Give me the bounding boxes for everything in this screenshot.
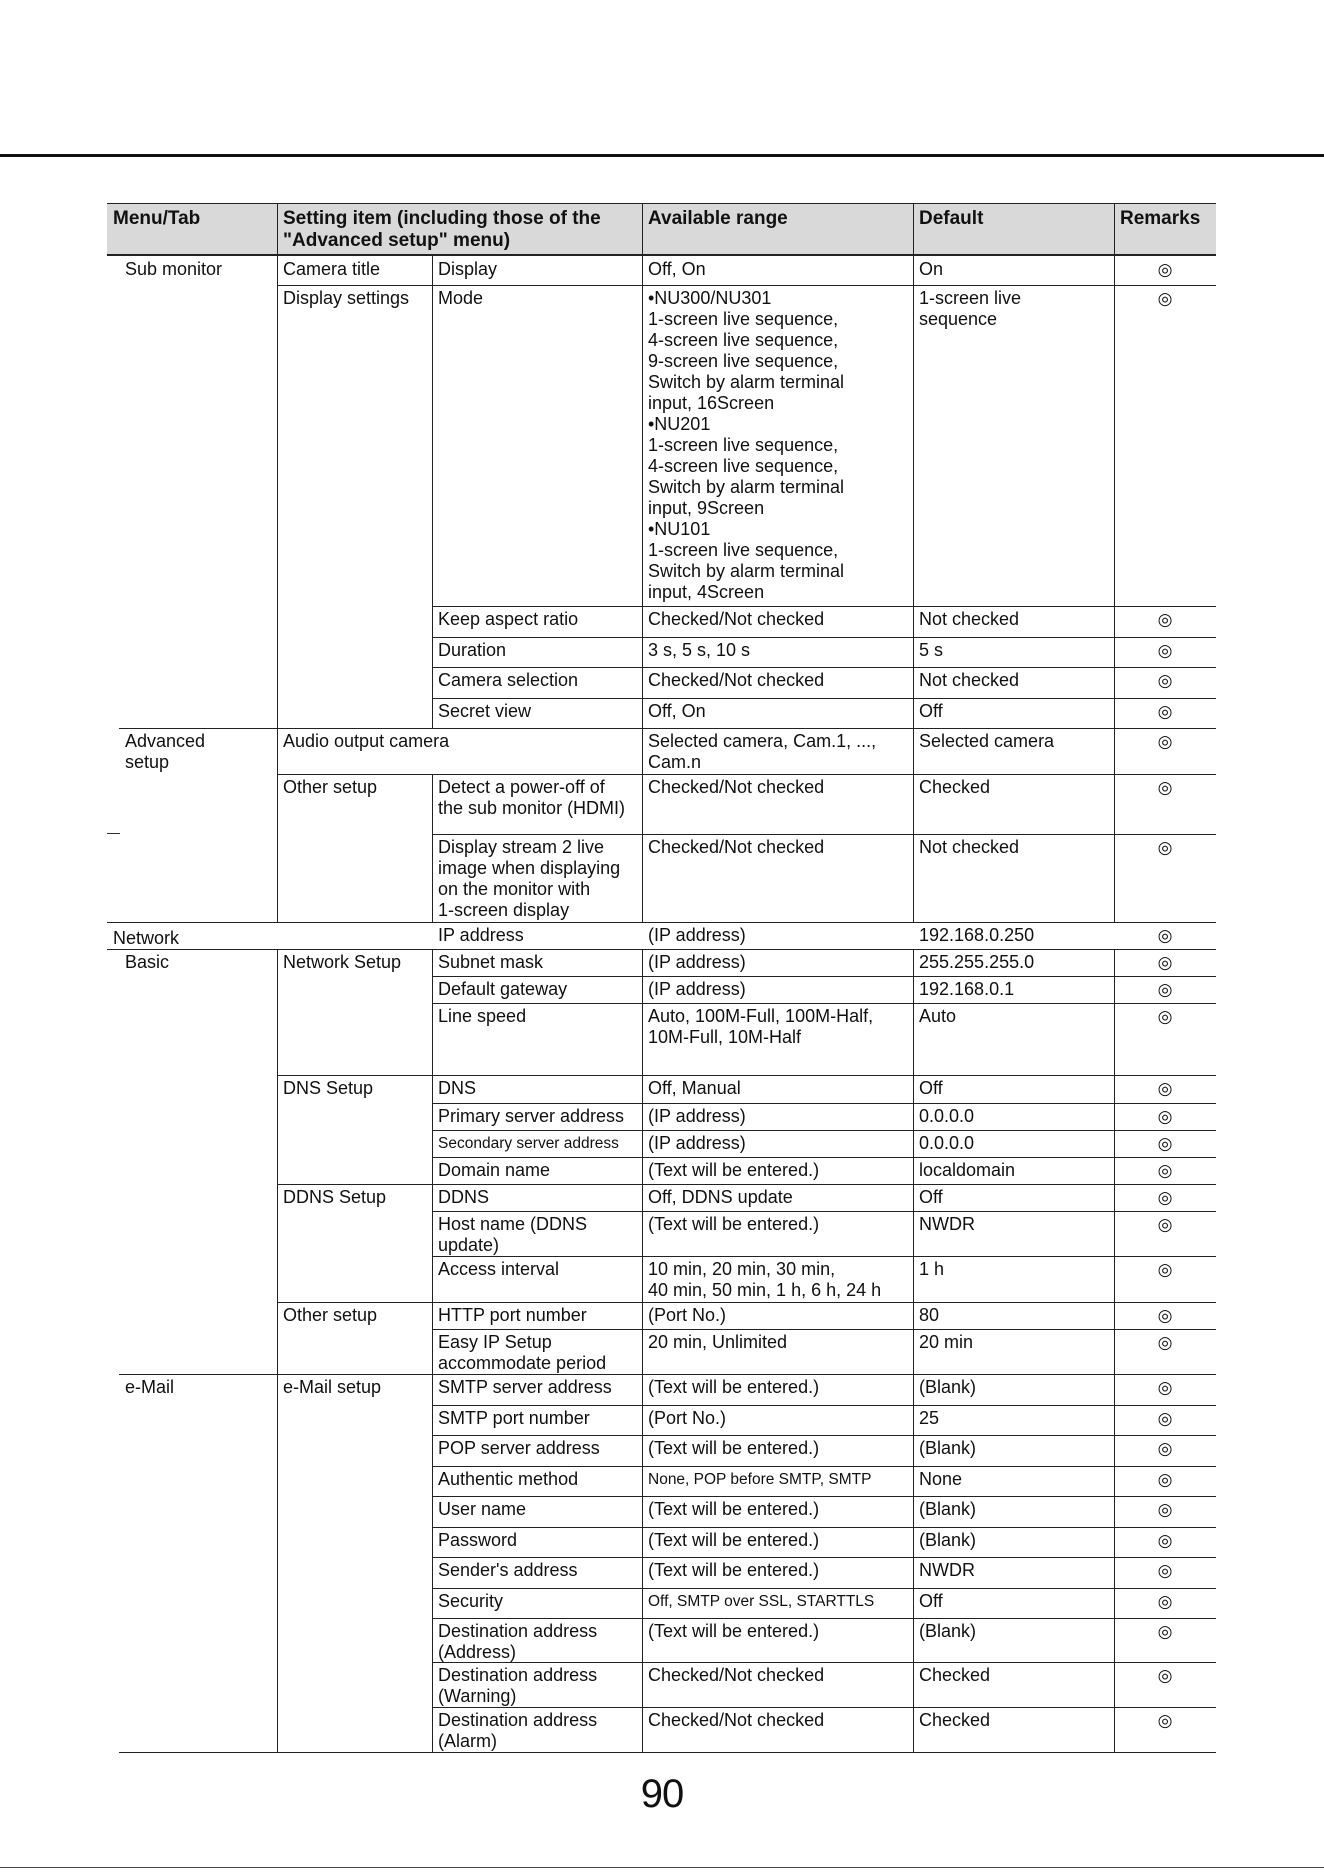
- remark-mark: ◎: [1157, 980, 1173, 999]
- available-range-cell: Checked/Not checked: [648, 609, 825, 629]
- setting-item-cell: Easy IP Setup accommodate period: [438, 1332, 607, 1373]
- table-rule: [107, 949, 1216, 950]
- available-range-cell: (Text will be entered.): [648, 1560, 820, 1580]
- available-range-cell: Off, SMTP over SSL, STARTTLS: [648, 1593, 875, 1610]
- available-range-cell: Auto, 100M-Full, 100M-Half, 10M-Full, 10M-Half: [648, 1006, 874, 1047]
- default-value-cell: 0.0.0.0: [919, 1133, 975, 1153]
- table-rule: [277, 1184, 432, 1185]
- setting-item-cell: DNS: [438, 1078, 477, 1098]
- group-basic: Basic: [125, 952, 170, 972]
- available-range-cell: (Text will be entered.): [648, 1377, 820, 1397]
- default-value-cell: 1-screen live sequence: [919, 288, 1022, 329]
- subgroup-camera-title: Camera title: [283, 259, 381, 279]
- setting-item-cell: User name: [438, 1499, 527, 1519]
- default-value-cell: Not checked: [919, 837, 1020, 857]
- subgroup-other-setup: Other setup: [283, 777, 378, 797]
- remark-mark: ◎: [1157, 1470, 1173, 1489]
- default-value-cell: None: [919, 1469, 963, 1489]
- available-range-cell: (IP address): [648, 1133, 746, 1153]
- remark-mark: ◎: [1157, 778, 1173, 797]
- setting-item-cell: IP address: [438, 925, 524, 945]
- default-value-cell: 0.0.0.0: [919, 1106, 975, 1126]
- setting-item-cell: SMTP port number: [438, 1408, 590, 1428]
- setting-item-cell: Mode: [438, 288, 484, 308]
- default-value-cell: 5 s: [919, 640, 944, 660]
- available-range-cell: (IP address): [648, 952, 746, 972]
- setting-item-cell: Default gateway: [438, 979, 568, 999]
- default-value-cell: Checked: [919, 1710, 991, 1730]
- setting-item-cell: Destination address (Alarm): [438, 1710, 598, 1751]
- default-value-cell: (Blank): [919, 1530, 977, 1550]
- available-range-cell: (Text will be entered.): [648, 1160, 820, 1180]
- group-email: e-Mail: [125, 1377, 175, 1397]
- default-value-cell: Checked: [919, 777, 991, 797]
- remark-mark: ◎: [1157, 260, 1173, 279]
- default-value-cell: Off: [919, 1187, 943, 1207]
- default-value-cell: 255.255.255.0: [919, 952, 1035, 972]
- table-rule: [119, 728, 277, 729]
- header-top-rule: [107, 203, 1216, 204]
- default-value-cell: Off: [919, 1591, 943, 1611]
- header-setting-item: Setting item (including those of the "Advanced setup" menu): [277, 203, 642, 254]
- default-value-cell: Auto: [919, 1006, 957, 1026]
- default-value-cell: (Blank): [919, 1438, 977, 1458]
- remark-mark: ◎: [1157, 702, 1173, 721]
- remark-mark: ◎: [1157, 1531, 1173, 1550]
- default-value-cell: Not checked: [919, 670, 1020, 690]
- table-rule: [277, 1075, 432, 1076]
- column-divider: [432, 774, 433, 922]
- remark-mark: ◎: [1157, 1007, 1173, 1026]
- available-range-cell: (Port No.): [648, 1305, 727, 1325]
- remark-mark: ◎: [1157, 289, 1173, 308]
- subgroup-audio-output-camera: Audio output camera: [283, 731, 450, 751]
- column-divider: [913, 949, 914, 1752]
- setting-item-cell: Detect a power-off of the sub monitor (HDMI): [438, 777, 626, 818]
- page-number: 90: [640, 1772, 684, 1816]
- available-range-cell: 10 min, 20 min, 30 min, 40 min, 50 min, 1 h, 6 h, 24 h: [648, 1259, 882, 1300]
- column-divider: [913, 203, 914, 254]
- remark-mark: ◎: [1157, 1306, 1173, 1325]
- available-range-cell: Checked/Not checked: [648, 670, 825, 690]
- remark-mark: ◎: [1157, 1561, 1173, 1580]
- setting-item-cell: Display stream 2 live image when displaying on the monitor with 1-screen display: [438, 837, 621, 920]
- setting-item-cell: DDNS: [438, 1187, 490, 1207]
- setting-item-cell: Password: [438, 1530, 518, 1550]
- subgroup-email-setup: e-Mail setup: [283, 1377, 382, 1397]
- available-range-cell: Off, Manual: [648, 1078, 741, 1098]
- default-value-cell: Not checked: [919, 609, 1020, 629]
- default-value-cell: Checked: [919, 1665, 991, 1685]
- available-range-cell: Checked/Not checked: [648, 837, 825, 857]
- available-range-cell: (IP address): [648, 979, 746, 999]
- footer-rule: [0, 1867, 1324, 1868]
- setting-item-cell: Primary server address: [438, 1106, 625, 1126]
- remark-mark: ◎: [1157, 1409, 1173, 1428]
- default-value-cell: On: [919, 259, 944, 279]
- available-range-cell: (Text will be entered.): [648, 1530, 820, 1550]
- column-divider: [277, 949, 278, 1752]
- column-divider: [642, 254, 643, 922]
- default-value-cell: 1 h: [919, 1259, 945, 1279]
- column-divider: [277, 203, 278, 254]
- available-range-cell: (Port No.): [648, 1408, 727, 1428]
- header-menu-tab: Menu/Tab: [107, 203, 277, 254]
- default-value-cell: 25: [919, 1408, 940, 1428]
- column-divider: [913, 254, 914, 922]
- setting-item-cell: Host name (DDNS update): [438, 1214, 588, 1255]
- setting-item-cell: Line speed: [438, 1006, 527, 1026]
- default-value-cell: 80: [919, 1305, 940, 1325]
- setting-item-cell: Duration: [438, 640, 507, 660]
- setting-item-cell: Authentic method: [438, 1469, 579, 1489]
- setting-item-cell: Secret view: [438, 701, 532, 721]
- default-value-cell: (Blank): [919, 1499, 977, 1519]
- setting-item-cell: Domain name: [438, 1160, 551, 1180]
- available-range-cell: Checked/Not checked: [648, 777, 825, 797]
- remark-mark: ◎: [1157, 732, 1173, 751]
- default-value-cell: (Blank): [919, 1377, 977, 1397]
- remark-mark: ◎: [1157, 953, 1173, 972]
- column-divider: [277, 254, 278, 922]
- setting-item-cell: Display: [438, 259, 498, 279]
- table-bottom-rule: [119, 1752, 1216, 1753]
- default-value-cell: Off: [919, 701, 943, 721]
- table-rule: [277, 285, 432, 286]
- group-sub-monitor: Sub monitor: [125, 259, 223, 279]
- table-rule: [119, 1374, 277, 1375]
- default-value-cell: 20 min: [919, 1332, 974, 1352]
- available-range-cell: Checked/Not checked: [648, 1665, 825, 1685]
- remark-mark: ◎: [1157, 1079, 1173, 1098]
- available-range-cell: •NU300/NU301 1-screen live sequence, 4-screen live sequence, 9-screen live sequence, Switch by alarm terminal input, 16Screen •NU201 1-screen live sequence, 4-screen live sequence, Switch by alarm terminal input, 9Screen •NU101 1-screen live sequence, Switch by alarm terminal input, 4Screen: [648, 288, 845, 602]
- remark-mark: ◎: [1157, 610, 1173, 629]
- section-network: Network: [113, 928, 180, 948]
- available-range-cell: (Text will be entered.): [648, 1621, 820, 1641]
- available-range-cell: (Text will be entered.): [648, 1438, 820, 1458]
- default-value-cell: 192.168.0.1: [919, 979, 1015, 999]
- remark-mark: ◎: [1157, 1107, 1173, 1126]
- setting-item-cell: SMTP server address: [438, 1377, 612, 1397]
- column-divider: [432, 949, 433, 1752]
- subgroup-dns-setup: DNS Setup: [283, 1078, 374, 1098]
- subgroup-display-settings: Display settings: [283, 288, 410, 308]
- remark-mark: ◎: [1157, 1333, 1173, 1352]
- setting-item-cell: Camera selection: [438, 670, 579, 690]
- available-range-cell: Off, DDNS update: [648, 1187, 793, 1207]
- table-rule: [277, 728, 432, 729]
- remark-mark: ◎: [1157, 671, 1173, 690]
- remark-mark: ◎: [1157, 1500, 1173, 1519]
- remark-mark: ◎: [1157, 926, 1173, 945]
- column-divider: [1114, 203, 1115, 254]
- subgroup-other-setup: Other setup: [283, 1305, 378, 1325]
- available-range-cell: Off, On: [648, 701, 706, 721]
- group-advanced-setup: Advanced setup: [125, 731, 206, 772]
- column-divider: [642, 949, 643, 1752]
- subgroup-ddns-setup: DDNS Setup: [283, 1187, 387, 1207]
- remark-mark: ◎: [1157, 1161, 1173, 1180]
- default-value-cell: NWDR: [919, 1214, 975, 1234]
- setting-item-cell: HTTP port number: [438, 1305, 587, 1325]
- remark-mark: ◎: [1157, 838, 1173, 857]
- remark-mark: ◎: [1157, 1215, 1173, 1234]
- available-range-cell: Selected camera, Cam.1, ..., Cam.n: [648, 731, 877, 772]
- table-rule: [107, 922, 1216, 923]
- default-value-cell: (Blank): [919, 1621, 977, 1641]
- available-range-cell: (Text will be entered.): [648, 1214, 820, 1234]
- setting-item-cell: Subnet mask: [438, 952, 544, 972]
- column-divider: [1114, 949, 1115, 1752]
- available-range-cell: Checked/Not checked: [648, 1710, 825, 1730]
- default-value-cell: localdomain: [919, 1160, 1016, 1180]
- setting-item-cell: Keep aspect ratio: [438, 609, 579, 629]
- default-value-cell: NWDR: [919, 1560, 975, 1580]
- remark-mark: ◎: [1157, 1622, 1173, 1641]
- remark-mark: ◎: [1157, 1378, 1173, 1397]
- setting-item-cell: POP server address: [438, 1438, 600, 1458]
- available-range-cell: 20 min, Unlimited: [648, 1332, 788, 1352]
- header-default: Default: [913, 203, 1114, 254]
- column-divider: [1114, 254, 1115, 922]
- setting-item-cell: Access interval: [438, 1259, 560, 1279]
- header-remarks: Remarks: [1114, 203, 1216, 254]
- table-rule: [277, 1374, 432, 1375]
- setting-item-cell: Sender's address: [438, 1560, 578, 1580]
- remark-mark: ◎: [1157, 1134, 1173, 1153]
- remark-mark: ◎: [1157, 1666, 1173, 1685]
- setting-item-cell: Security: [438, 1591, 504, 1611]
- remark-mark: ◎: [1157, 1592, 1173, 1611]
- subgroup-network-setup: Network Setup: [283, 952, 402, 972]
- available-range-cell: 3 s, 5 s, 10 s: [648, 640, 751, 660]
- setting-item-cell: Destination address (Warning): [438, 1665, 598, 1706]
- header-available-range: Available range: [642, 203, 913, 254]
- default-value-cell: Selected camera: [919, 731, 1055, 751]
- available-range-cell: None, POP before SMTP, SMTP: [648, 1471, 872, 1488]
- default-value-cell: 192.168.0.250: [919, 925, 1035, 945]
- setting-item-cell: Destination address (Address): [438, 1621, 598, 1662]
- available-range-cell: Off, On: [648, 259, 706, 279]
- remark-mark: ◎: [1157, 641, 1173, 660]
- available-range-cell: (IP address): [648, 925, 746, 945]
- setting-item-cell: Secondary server address: [438, 1135, 619, 1152]
- remark-mark: ◎: [1157, 1439, 1173, 1458]
- table-rule: [277, 1302, 432, 1303]
- available-range-cell: (Text will be entered.): [648, 1499, 820, 1519]
- remark-mark: ◎: [1157, 1711, 1173, 1730]
- column-divider: [432, 256, 433, 728]
- remark-mark: ◎: [1157, 1188, 1173, 1207]
- remark-mark: ◎: [1157, 1260, 1173, 1279]
- default-value-cell: Off: [919, 1078, 943, 1098]
- column-divider: [642, 203, 643, 254]
- available-range-cell: (IP address): [648, 1106, 746, 1126]
